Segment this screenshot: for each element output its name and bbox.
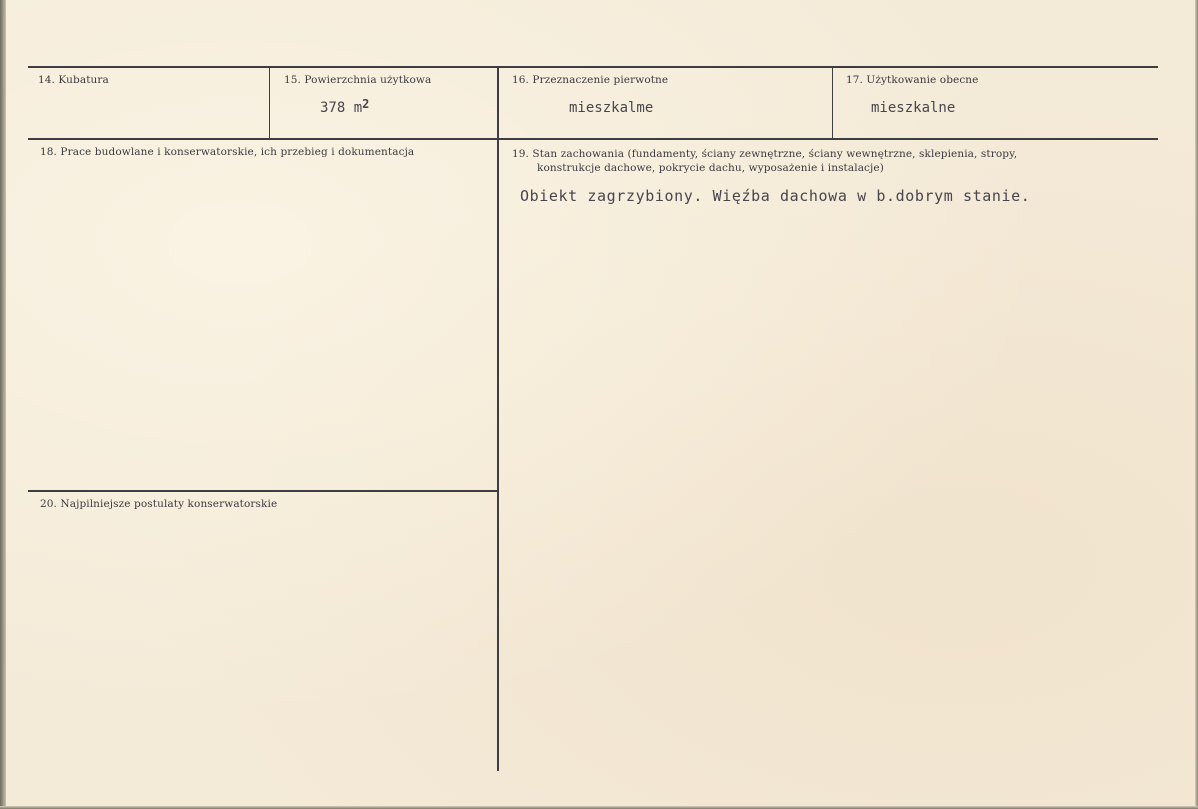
top-rule bbox=[28, 66, 1158, 68]
field-20-label: 20. Najpilniejsze postulaty konserwatorskie bbox=[40, 498, 278, 510]
column-divider-15-16 bbox=[497, 67, 499, 139]
row-divider bbox=[28, 138, 1158, 140]
usable-area-exponent: 2 bbox=[362, 97, 370, 111]
field-16-value: mieszkalme bbox=[569, 100, 654, 116]
usable-area-value: 378 m bbox=[320, 100, 363, 116]
section-18-20-divider bbox=[28, 490, 498, 492]
field-19-value: Obiekt zagrzybiony. Więźba dachowa w b.dobrym stanie. bbox=[520, 187, 1031, 205]
field-18-label: 18. Prace budowlane i konserwatorskie, ich przebieg i dokumentacja bbox=[40, 146, 415, 158]
field-16-label: 16. Przeznaczenie pierwotne bbox=[512, 74, 669, 86]
field-17-value: mieszkalne bbox=[871, 100, 956, 116]
field-19-label-line1: 19. Stan zachowania (fundamenty, ściany zewnętrzne, ściany wewnętrzne, sklepienia, stropy, bbox=[512, 148, 1018, 160]
column-divider-16-17 bbox=[832, 67, 833, 139]
column-divider-14-15 bbox=[269, 67, 270, 139]
field-17-label: 17. Użytkowanie obecne bbox=[846, 74, 979, 86]
lower-column-divider bbox=[497, 139, 499, 771]
field-15-label: 15. Powierzchnia użytkowa bbox=[284, 74, 432, 86]
card-left-edge bbox=[0, 0, 6, 809]
field-15-value bbox=[320, 97, 370, 116]
field-19-label-line2: konstrukcje dachowe, pokrycie dachu, wyposażenie i instalacje) bbox=[537, 162, 884, 174]
field-14-label: 14. Kubatura bbox=[38, 74, 109, 86]
